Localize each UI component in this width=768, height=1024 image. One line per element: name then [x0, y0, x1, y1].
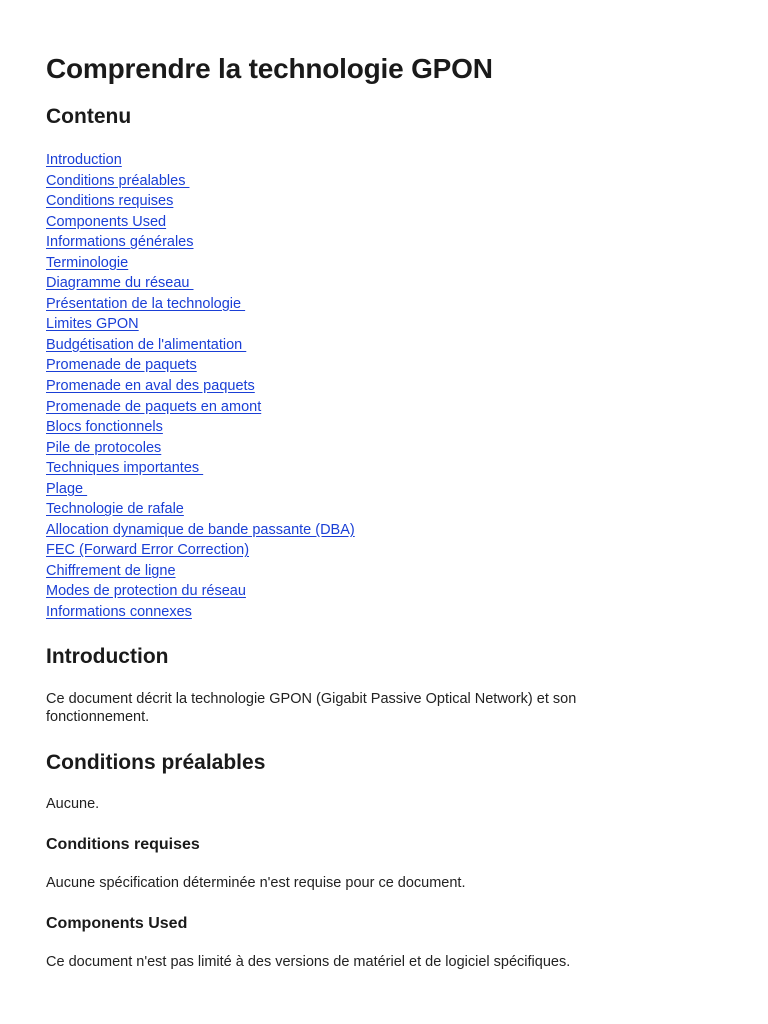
toc-link-fec[interactable]: FEC (Forward Error Correction): [46, 542, 250, 559]
toc-item: [46, 561, 355, 582]
toc-link-blocs-fonctionnels[interactable]: Blocs fonctionnels: [46, 419, 163, 436]
toc-link-promenade-amont[interactable]: Promenade de paquets en amont: [46, 398, 262, 415]
toc-item: [46, 602, 355, 623]
toc-item: [46, 150, 355, 171]
toc-item: [46, 314, 355, 335]
toc-link-conditions-requises[interactable]: Conditions requises: [46, 193, 174, 210]
toc-link-introduction[interactable]: Introduction: [46, 152, 122, 168]
toc-item: [46, 417, 355, 438]
toc-item: [46, 335, 355, 356]
toc-item: [46, 520, 355, 541]
toc-item: [46, 438, 355, 459]
toc-item: [46, 212, 355, 233]
toc-item: [46, 253, 355, 274]
toc-link-components-used[interactable]: Components Used: [46, 213, 167, 230]
toc-item: [46, 479, 355, 500]
toc-item: [46, 397, 355, 418]
toc-link-promenade-paquets[interactable]: Promenade de paquets: [46, 357, 197, 374]
toc-item: [46, 376, 355, 397]
toc-link-budgetisation-alimentation[interactable]: Budgétisation de l'alimentation: [46, 336, 247, 353]
section-text-introduction: Ce document décrit la technologie GPON (Gigabit Passive Optical Network) et son fonctionnement.: [46, 691, 577, 725]
toc-link-chiffrement-ligne[interactable]: Chiffrement de ligne: [46, 562, 176, 579]
toc-item: [46, 273, 355, 294]
toc-link-presentation-technologie[interactable]: Présentation de la technologie: [46, 295, 246, 312]
toc-heading: Contenu: [46, 105, 132, 128]
toc-item: [46, 232, 355, 253]
page-title: Comprendre la technologie GPON: [46, 53, 493, 84]
toc-link-limites-gpon[interactable]: Limites GPON: [46, 316, 139, 333]
toc-item: [46, 355, 355, 376]
toc-link-techniques-importantes[interactable]: Techniques importantes: [46, 460, 204, 477]
toc-link-diagramme-reseau[interactable]: Diagramme du réseau: [46, 275, 194, 292]
section-text-conditions-prealables: Aucune.: [46, 796, 100, 812]
toc-link-informations-generales[interactable]: Informations générales: [46, 234, 194, 251]
section-heading-conditions-requises: Conditions requises: [46, 836, 200, 853]
section-text-components-used: Ce document n'est pas limité à des versions de matériel et de logiciel spécifiques.: [46, 954, 571, 970]
section-text-conditions-requises: Aucune spécification déterminée n'est requise pour ce document.: [46, 875, 466, 891]
toc-item: [46, 581, 355, 602]
toc-item: [46, 171, 355, 192]
toc-link-modes-protection[interactable]: Modes de protection du réseau: [46, 583, 246, 600]
toc-link-promenade-aval[interactable]: Promenade en aval des paquets: [46, 378, 255, 395]
toc-link-technologie-rafale[interactable]: Technologie de rafale: [46, 501, 184, 518]
toc-item: [46, 191, 355, 212]
toc-link-terminologie[interactable]: Terminologie: [46, 254, 129, 271]
toc-link-pile-protocoles[interactable]: Pile de protocoles: [46, 439, 162, 456]
toc-item: [46, 499, 355, 520]
table-of-contents: [46, 150, 355, 623]
toc-item: [46, 458, 355, 479]
toc-link-informations-connexes[interactable]: Informations connexes: [46, 604, 192, 621]
section-heading-introduction: Introduction: [46, 645, 169, 668]
toc-item: [46, 540, 355, 561]
toc-link-dba[interactable]: Allocation dynamique de bande passante (DBA): [46, 521, 355, 538]
toc-item: [46, 294, 355, 315]
section-heading-conditions-prealables: Conditions préalables: [46, 751, 266, 774]
section-heading-components-used: Components Used: [46, 915, 188, 932]
toc-link-conditions-prealables[interactable]: Conditions préalables: [46, 172, 190, 189]
toc-link-plage[interactable]: Plage: [46, 480, 88, 497]
